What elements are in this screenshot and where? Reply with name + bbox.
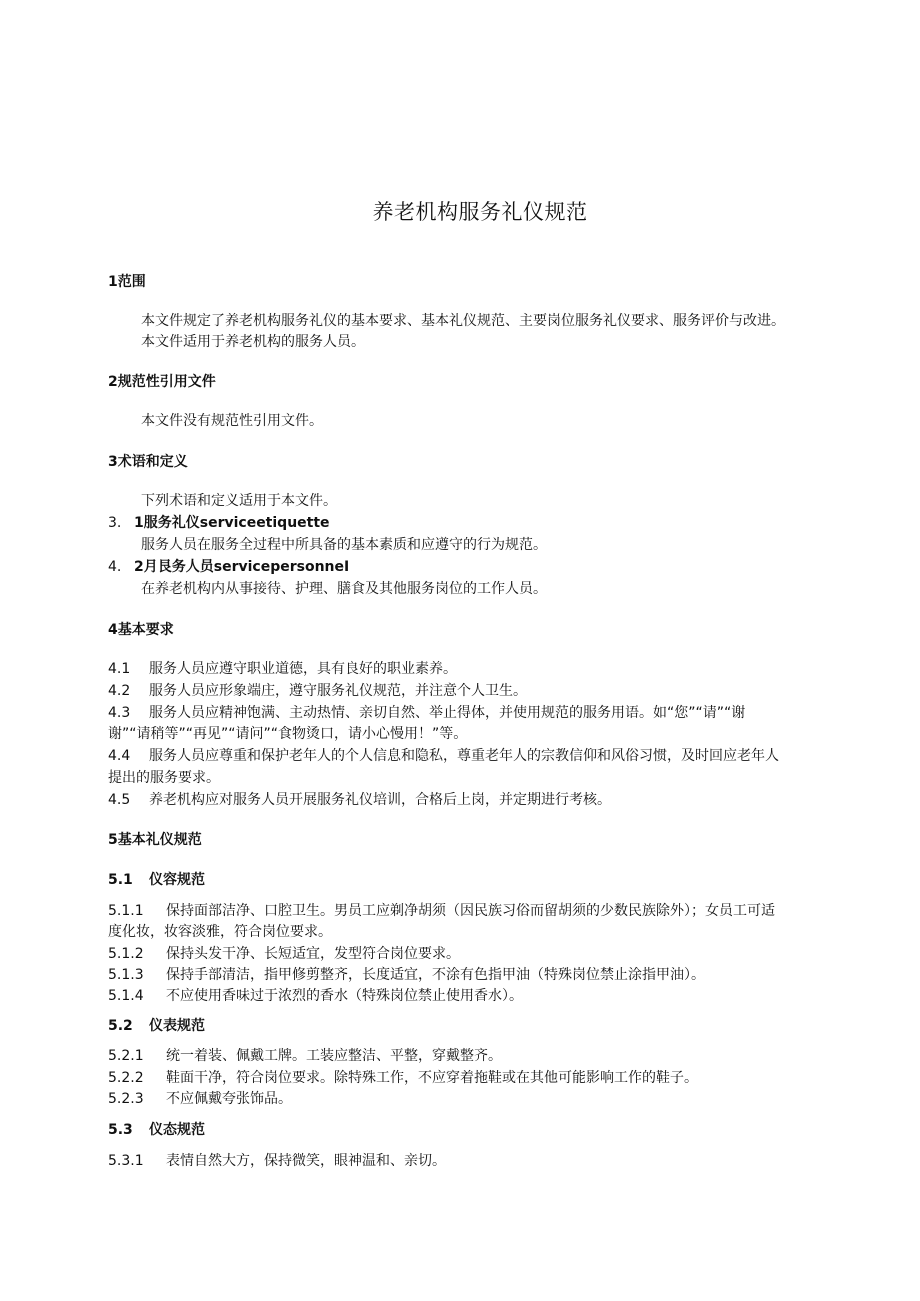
clause-text: 不应使用香味过于浓烈的香水（特殊岗位禁止使用香水）。 [166,988,523,1004]
requirement-4-4 [108,746,779,766]
requirement-4-4-continuation: 提出的服务要求。 [108,770,220,786]
section-3-heading: 3术语和定义 [108,454,188,470]
section-5-heading: 5基本礼仪规范 [108,832,202,848]
subsection-5-3-heading [108,1120,205,1140]
requirement-4-3 [108,703,745,723]
clause-text: 不应佩戴夸张饰品。 [166,1091,292,1107]
clause-text: 保持头发干净、长短适宜，发型符合岗位要求。 [166,946,460,962]
clause-5-3-1 [108,1151,446,1171]
subsection-title: 仪容规范 [149,872,205,888]
requirement-text: 服务人员应精神饱满、主动热情、亲切自然、举止得体，并使用规范的服务用语。如“您”“请”“谢 [149,705,746,721]
term-1-name: 1服务礼仪serviceetiquette [134,515,330,531]
term-1-definition: 服务人员在服务全过程中所具备的基本素质和应遵守的行为规范。 [141,537,547,553]
subsection-title: 仪态规范 [149,1122,205,1138]
clause-text: 表情自然大方，保持微笑，眼神温和、亲切。 [166,1153,446,1169]
requirement-text: 养老机构应对服务人员开展服务礼仪培训，合格后上岗，并定期进行考核。 [149,792,611,808]
section-4-heading: 4基本要求 [108,622,174,638]
term-2-definition: 在养老机构内从事接待、护理、膳食及其他服务岗位的工作人员。 [141,581,547,597]
clause-number: 5.2.1 [108,1048,144,1064]
clause-number: 5.1.1 [108,903,144,919]
subsection-number: 5.1 [108,872,133,888]
requirement-4-3-continuation: 谢”“请稍等”“再见”“请问”“食物烫口，请小心慢用！”等。 [108,726,468,742]
section-1-paragraph-2: 本文件适用于养老机构的服务人员。 [141,334,365,350]
term-1-number: 3. [108,515,122,531]
clause-5-2-2 [108,1068,698,1088]
clause-5-1-1 [108,901,775,921]
requirement-4-5 [108,790,611,810]
requirement-4-2 [108,681,527,701]
clause-5-2-1 [108,1046,502,1066]
subsection-number: 5.3 [108,1122,133,1138]
clause-text: 鞋面干净，符合岗位要求。除特殊工作，不应穿着拖鞋或在其他可能影响工作的鞋子。 [166,1070,698,1086]
subsection-5-2-heading [108,1016,205,1036]
clause-number: 5.1.2 [108,946,144,962]
term-1-entry [108,513,330,533]
subsection-5-1-heading [108,870,205,890]
requirement-number: 4.3 [108,705,131,721]
clause-number: 5.1.4 [108,988,144,1004]
clause-5-1-4 [108,986,523,1006]
requirement-number: 4.4 [108,748,131,764]
section-2-heading: 2规范性引用文件 [108,374,216,390]
section-1-paragraph-1: 本文件规定了养老机构服务礼仪的基本要求、基本礼仪规范、主要岗位服务礼仪要求、服务评价与改进。 [141,313,785,329]
section-3-paragraph-1: 下列术语和定义适用于本文件。 [141,493,337,509]
clause-5-2-3 [108,1089,292,1109]
section-2-paragraph-1: 本文件没有规范性引用文件。 [141,413,323,429]
requirement-4-1 [108,659,457,679]
clause-text: 保持手部清洁，指甲修剪整齐，长度适宜，不涂有色指甲油（特殊岗位禁止涂指甲油）。 [166,967,705,983]
term-2-number: 4. [108,559,122,575]
requirement-text: 服务人员应形象端庄，遵守服务礼仪规范，并注意个人卫生。 [149,683,527,699]
requirement-number: 4.1 [108,661,131,677]
document-title: 养老机构服务礼仪规范 [372,200,588,224]
requirement-text: 服务人员应尊重和保护老年人的个人信息和隐私，尊重老年人的宗教信仰和风俗习惯，及时回应老年人 [149,748,779,764]
subsection-title: 仪表规范 [149,1018,205,1034]
section-1-heading: 1范围 [108,274,146,290]
term-2-name: 2月艮务人员servicepersonneI [134,559,350,575]
term-2-entry [108,557,349,577]
clause-text: 保持面部洁净、口腔卫生。男员工应剃净胡须（因民族习俗而留胡须的少数民族除外）；女员工可适 [166,903,775,919]
clause-5-1-1-continuation: 度化妆，妆容淡雅，符合岗位要求。 [108,924,332,940]
clause-text: 统一着装、佩戴工牌。工装应整洁、平整，穿戴整齐。 [166,1048,502,1064]
clause-number: 5.2.2 [108,1070,144,1086]
clause-number: 5.2.3 [108,1091,144,1107]
clause-number: 5.3.1 [108,1153,144,1169]
clause-5-1-2 [108,944,460,964]
requirement-number: 4.5 [108,792,131,808]
clause-number: 5.1.3 [108,967,144,983]
subsection-number: 5.2 [108,1018,133,1034]
requirement-number: 4.2 [108,683,131,699]
clause-5-1-3 [108,965,705,985]
requirement-text: 服务人员应遵守职业道德，具有良好的职业素养。 [149,661,457,677]
